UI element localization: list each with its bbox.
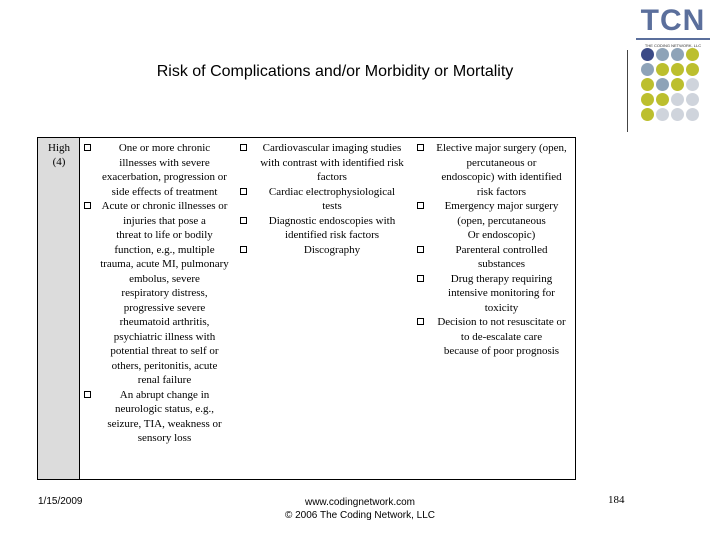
bullet-line: function, e.g., multiple <box>114 243 215 256</box>
page-number: 184 <box>608 494 625 506</box>
decorative-dot <box>686 48 699 61</box>
decorative-dot <box>641 108 654 121</box>
decorative-dot <box>671 93 684 106</box>
bullet-item <box>237 185 412 214</box>
risk-table <box>37 137 576 480</box>
bullet-line: exacerbation, progression or <box>102 171 227 183</box>
decorative-dot <box>686 93 699 106</box>
bullet-line: threat to life or bodily <box>116 229 213 241</box>
decorative-dot <box>656 108 669 121</box>
bullet-item <box>81 141 233 199</box>
decorative-dot <box>686 78 699 91</box>
footer-url: www.codingnetwork.com <box>304 497 416 508</box>
bullet-item <box>237 214 412 243</box>
bullet-line: An abrupt change in <box>119 388 210 401</box>
bullet-line: substances <box>477 258 526 270</box>
bullet-line: tests <box>322 200 342 212</box>
bullet-line: endoscopic) with identified <box>441 171 562 183</box>
bullet-item <box>414 272 574 316</box>
footer-date: 1/15/2009 <box>38 496 83 507</box>
checkbox-bullet-icon <box>240 246 247 253</box>
bullet-line: to de-escalate care <box>460 330 543 343</box>
checkbox-bullet-icon <box>84 202 91 209</box>
footer-copyright: © 2006 The Coding Network, LLC <box>284 510 436 521</box>
bullet-line: (open, percutaneous <box>457 214 546 227</box>
level-cell <box>38 138 80 479</box>
decorative-dot <box>656 93 669 106</box>
bullet-line: potential threat to self or <box>110 345 219 357</box>
bullet-line: Emergency major surgery <box>444 200 559 212</box>
bullet-line: Discography <box>303 243 361 256</box>
bullet-line: neurologic status, e.g., <box>115 403 214 415</box>
bullet-line: renal failure <box>137 374 192 386</box>
decorative-dot <box>671 108 684 121</box>
level-number: (4) <box>52 156 66 168</box>
slide-title: Risk of Complications and/or Morbidity or Mortality <box>156 63 514 80</box>
bullet-line: Or endoscopic) <box>467 229 536 241</box>
bullet-line: Cardiovascular imaging studies <box>262 142 402 154</box>
decorative-dot <box>656 63 669 76</box>
bullet-line: Elective major surgery (open, <box>436 142 567 154</box>
bullet-line: Diagnostic endoscopies with <box>268 214 396 227</box>
bullet-item <box>414 199 574 243</box>
bullet-line: Parenteral controlled <box>455 243 548 256</box>
decorative-dot-grid <box>641 48 701 136</box>
checkbox-bullet-icon <box>417 202 424 209</box>
bullet-item <box>81 199 233 388</box>
level-name: High <box>48 142 70 154</box>
bullet-line: percutaneous or <box>466 156 537 169</box>
bullet-line: factors <box>317 171 347 183</box>
management-options-column <box>414 141 574 359</box>
checkbox-bullet-icon <box>417 275 424 282</box>
bullet-line: intensive monitoring for <box>448 287 555 299</box>
bullet-item <box>237 141 412 185</box>
decorative-dot <box>656 48 669 61</box>
decorative-dot <box>671 48 684 61</box>
decorative-dot <box>671 78 684 91</box>
bullet-line: respiratory distress, <box>121 287 208 299</box>
bullet-line: illnesses with severe <box>119 156 210 169</box>
decorative-dot <box>641 78 654 91</box>
bullet-line: seizure, TIA, weakness or <box>107 417 222 430</box>
bullet-item <box>237 243 412 258</box>
bullet-line: risk factors <box>476 185 527 198</box>
bullet-item <box>414 141 574 199</box>
bullet-line: with contrast with identified risk <box>260 156 404 169</box>
decorative-dot <box>686 63 699 76</box>
decorative-dot <box>656 78 669 91</box>
bullet-line: psychiatric illness with <box>113 330 216 343</box>
bullet-line: rheumatoid arthritis, <box>119 316 210 328</box>
decorative-dot <box>641 63 654 76</box>
footer-credits <box>210 496 510 522</box>
bullet-line: because of poor prognosis <box>443 345 560 357</box>
bullet-line: Cardiac electrophysiological <box>268 185 396 198</box>
bullet-line: progressive severe <box>123 301 206 314</box>
bullet-line: side effects of treatment <box>111 185 218 198</box>
checkbox-bullet-icon <box>240 144 247 151</box>
logo-text: TCN <box>640 4 706 37</box>
bullet-line: trauma, acute MI, pulmonary <box>100 258 229 270</box>
bullet-line: One or more chronic <box>118 142 211 154</box>
checkbox-bullet-icon <box>417 246 424 253</box>
bullet-line: injuries that pose a <box>123 214 206 227</box>
company-logo <box>636 4 710 48</box>
presenting-problems-column <box>81 141 233 446</box>
decorative-dot <box>641 93 654 106</box>
checkbox-bullet-icon <box>240 217 247 224</box>
checkbox-bullet-icon <box>84 391 91 398</box>
decorative-dot <box>641 48 654 61</box>
bullet-line: Acute or chronic illnesses or <box>101 200 228 212</box>
decorative-dot <box>671 63 684 76</box>
bullet-line: Drug therapy requiring <box>450 272 553 285</box>
diagnostic-procedures-column <box>237 141 412 257</box>
checkbox-bullet-icon <box>417 318 424 325</box>
checkbox-bullet-icon <box>240 188 247 195</box>
bullet-line: identified risk factors <box>284 229 380 241</box>
bullet-line: sensory loss <box>137 432 192 444</box>
bullet-line: Decision to not resuscitate or <box>437 316 566 328</box>
logo-subtitle: THE CODING NETWORK, LLC <box>644 43 702 48</box>
bullet-item <box>81 388 233 446</box>
decorative-dot <box>686 108 699 121</box>
bullet-line: embolus, severe <box>129 272 200 285</box>
logo-rule <box>636 38 710 40</box>
bullet-line: others, peritonitis, acute <box>111 359 218 372</box>
checkbox-bullet-icon <box>84 144 91 151</box>
bullet-item <box>414 315 574 359</box>
bullet-line: toxicity <box>484 301 519 314</box>
checkbox-bullet-icon <box>417 144 424 151</box>
bullet-item <box>414 243 574 272</box>
